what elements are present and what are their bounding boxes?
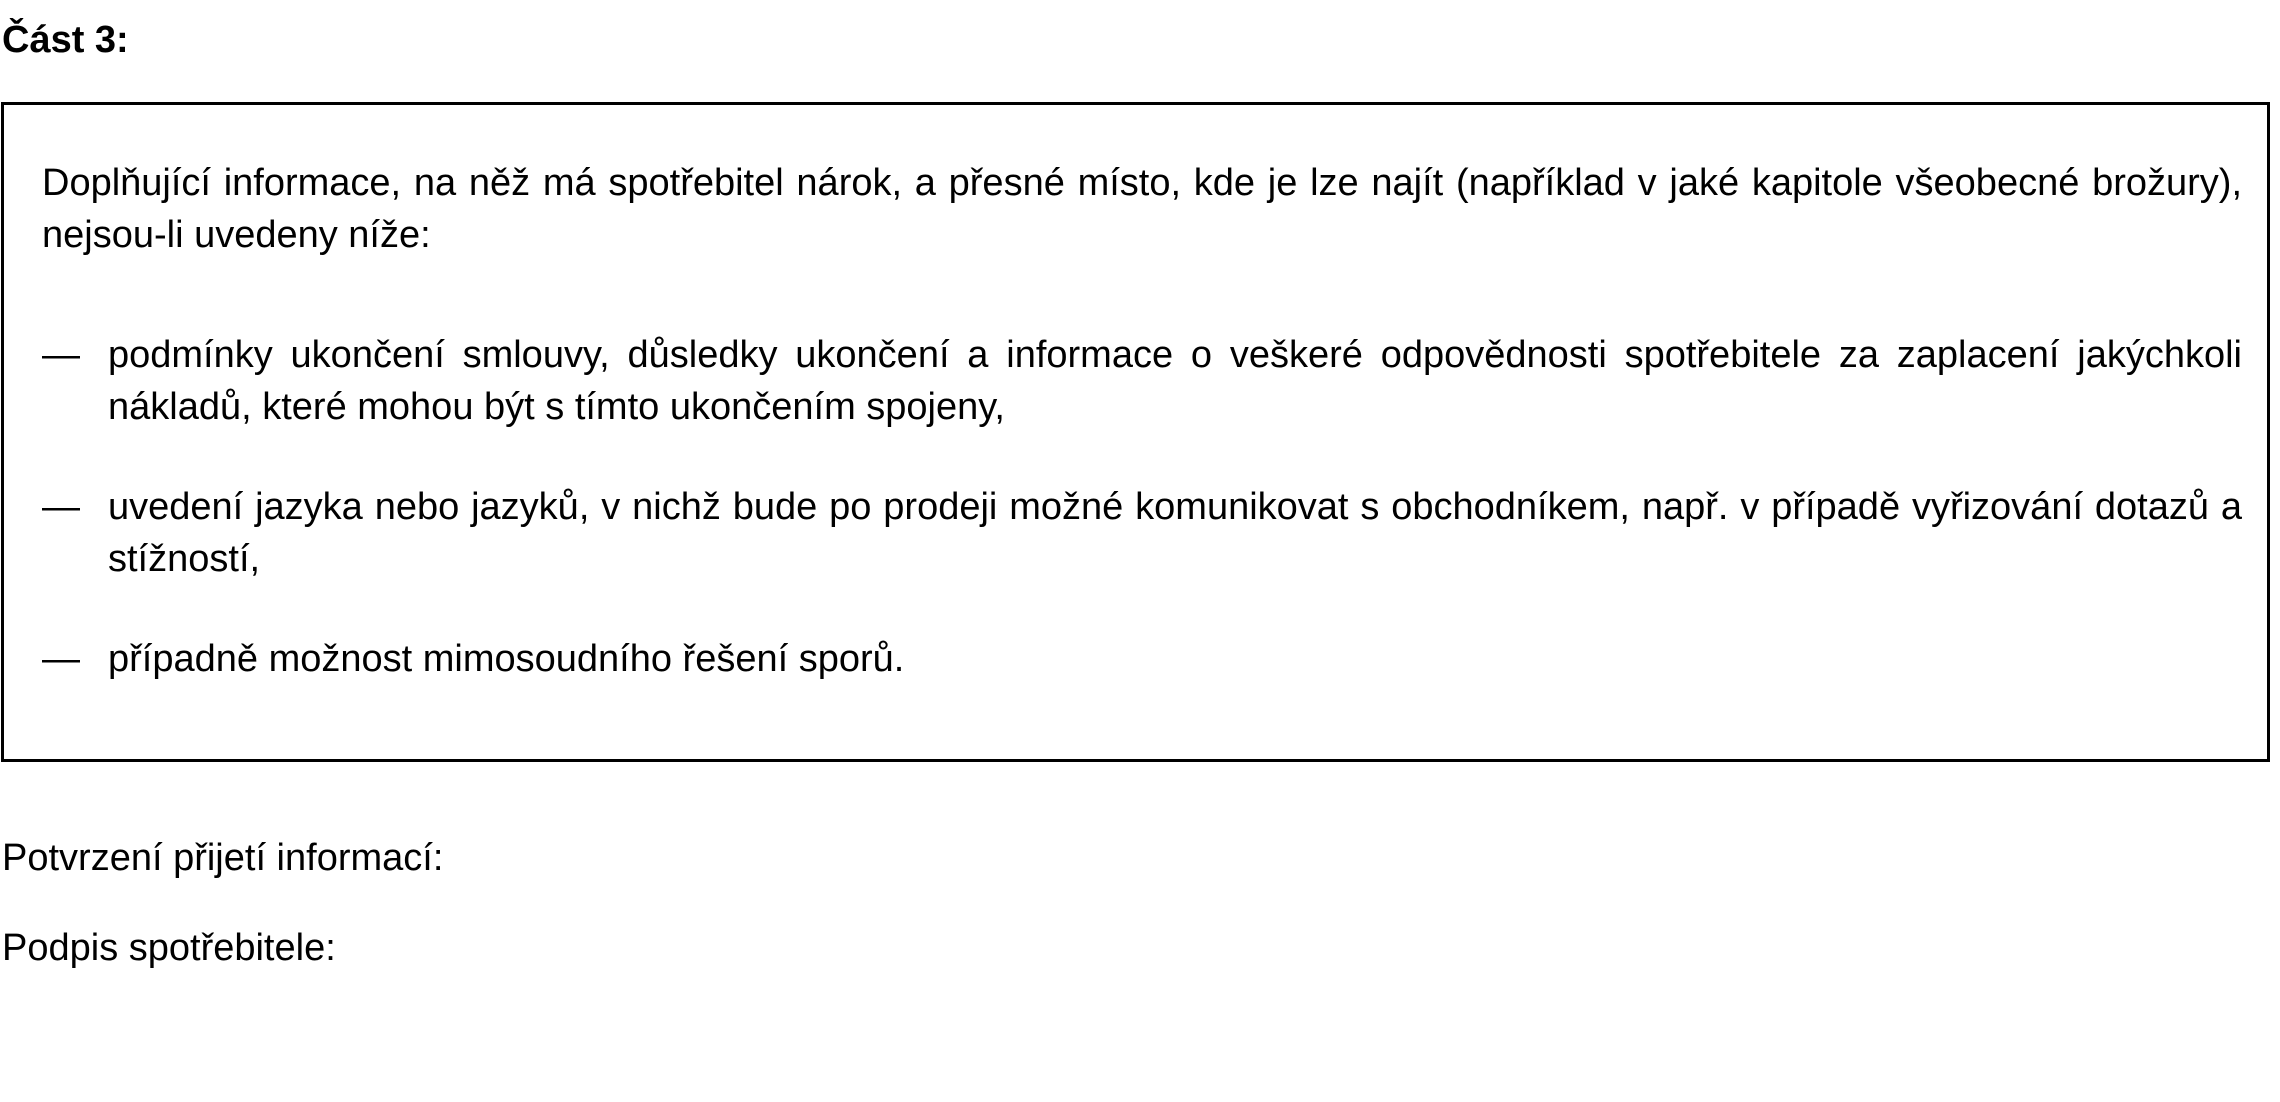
- dash-marker: —: [42, 638, 80, 680]
- information-box: [1, 102, 2270, 762]
- dash-marker: —: [42, 334, 80, 376]
- acknowledgement-label: Potvrzení přijetí informací:: [2, 837, 444, 879]
- list-item-text: podmínky ukončení smlouvy, důsledky ukončení a informace o veškeré odpovědnosti spotřebitele za zaplacení jakýchkoli nákladů, které mohou být s tímto ukončením spojeny,: [108, 334, 2242, 428]
- list-item: [42, 481, 2242, 585]
- list-item: [42, 329, 2242, 433]
- intro-paragraph: Doplňující informace, na něž má spotřebitel nárok, a přesné místo, kde je lze najít (například v jaké kapitole všeobecné brožury), nejsou-li uvedeny níže:: [42, 162, 2242, 256]
- signature-label: Podpis spotřebitele:: [2, 927, 336, 969]
- bullet-list: [42, 329, 2242, 685]
- dash-marker: —: [42, 486, 80, 528]
- list-item: [42, 633, 2242, 685]
- section-heading: Část 3:: [2, 19, 129, 61]
- list-item-text: případně možnost mimosoudního řešení sporů.: [108, 638, 905, 680]
- list-item-text: uvedení jazyka nebo jazyků, v nichž bude po prodeji možné komunikovat s obchodníkem, např. v případě vyřizování dotazů a stížností,: [108, 486, 2242, 580]
